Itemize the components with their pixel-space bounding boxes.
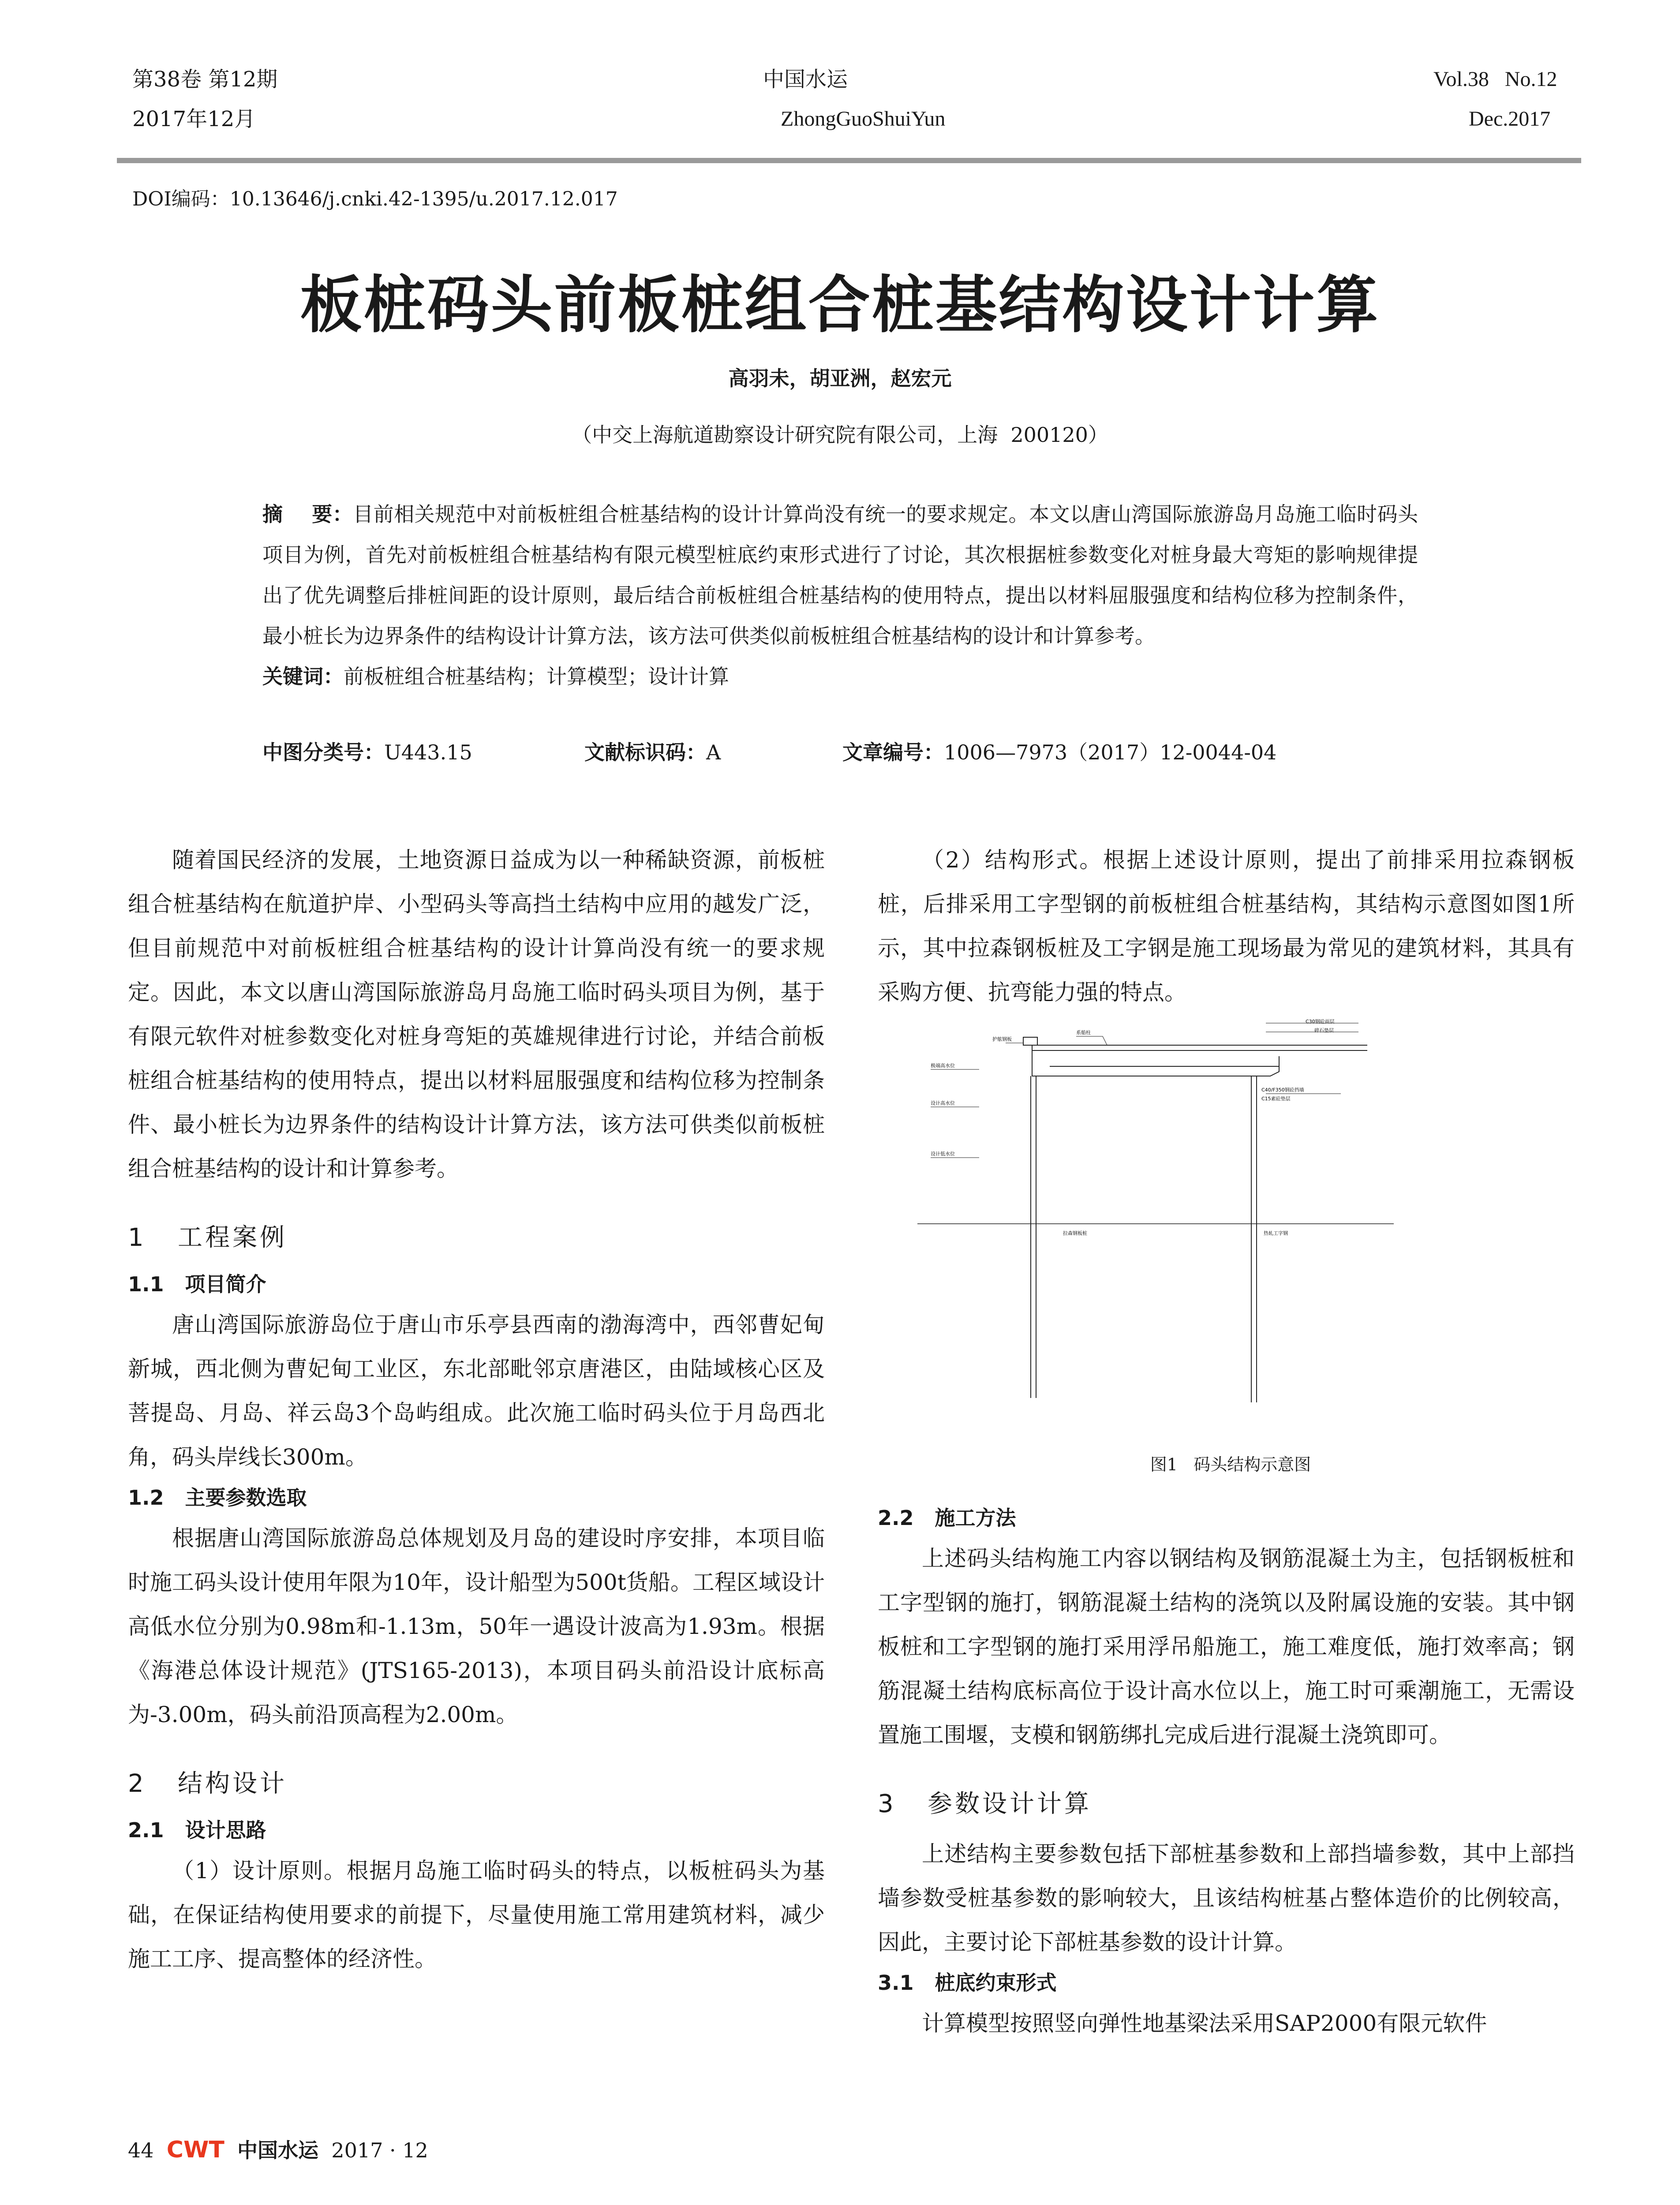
keywords-label: 关键词： [262,665,344,688]
right-column-top [878,838,1575,1014]
footer-magazine: 中国水运 [237,2138,319,2162]
section-2-2-heading: 2.2 施工方法 [878,1506,1016,1530]
abstract-text: 目前相关规范中对前板桩组合桩基结构的设计计算尚没有统一的要求规定。本文以唐山湾国际旅游岛月岛施工临时码头项目为例，首先对前板桩组合桩基结构有限元模型桩底约束形式进行了讨论，其次根据桩参数变化对桩身最大弯矩的影响规律提出了优先调整后排桩间距的设计原则，最后结合前板桩组合桩基结构的使用特点，提出以材料屈服强度和结构位移为控制条件，最小桩长为边界条件的结构设计计算方法，该方法可供类似前板桩组合桩基结构的设计和计算参考。 [262,502,1418,648]
section-1-heading: 1 工程案例 [128,1223,288,1252]
journal-date-en: Dec.2017 [1469,107,1551,131]
journal-volume: 第38卷 第12期 [132,67,278,92]
section-1-2-heading: 1.2 主要参数选取 [128,1486,307,1510]
label-design-high-water: 设计高水位 [931,1100,955,1106]
right-column-bottom [878,1499,1575,2045]
section-2-heading: 2 结构设计 [128,1769,288,1798]
keywords: 前板桩组合桩基结构；计算模型；设计计算 [344,665,729,688]
section-3-paragraph: 上述结构主要参数包括下部桩基参数和上部挡墙参数，其中上部挡墙参数受桩基参数的影响较大，且该结构桩基占整体造价的比例较高，因此，主要讨论下部桩基参数的设计计算。 [878,1841,1575,1955]
label-c15-cushion: C15素砼垫层 [1261,1096,1291,1102]
label-larssen-sheet-pile: 拉森钢板桩 [1063,1230,1087,1236]
section-3-1-paragraph: 计算模型按照竖向弹性地基梁法采用SAP2000有限元软件 [922,2011,1487,2036]
section-3-1-heading: 3.1 桩底约束形式 [878,1971,1057,1995]
label-design-low-water: 设计低水位 [931,1151,955,1157]
figure-1-wharf-structure [917,1014,1394,1402]
document-code: 文献标识码：A [584,740,721,764]
abstract-label: 摘 要： [262,502,353,526]
section-1-1-heading: 1.1 项目简介 [128,1272,266,1296]
section-2-1-heading: 2.1 设计思路 [128,1818,266,1842]
authors: 高羽未，胡亚洲，赵宏元 [728,366,952,390]
doi: DOI编码：10.13646/j.cnki.42-1395/u.2017.12.017 [132,188,618,210]
affiliation: （中交上海航道勘察设计研究院有限公司，上海 200120） [572,423,1108,447]
journal-volume-en: Vol.38 No.12 [1433,67,1557,91]
label-c40-retaining-wall: C40/F350钢砼挡墙 [1261,1087,1304,1093]
page-footer [128,2134,428,2164]
label-c30-topping: C30钢砼面层 [1306,1019,1335,1024]
label-gravel-bedding: 碎石垫层 [1314,1028,1334,1033]
intro-paragraph: 随着国民经济的发展，土地资源日益成为以一种稀缺资源，前板桩组合桩基结构在航道护岸、小型码头等高挡土结构中应用的越发广泛，但目前规范中对前板桩组合桩基结构的设计计算尚没有统一的要求规定。因此，本文以唐山湾国际旅游岛月岛施工临时码头项目为例，基于有限元软件对桩参数变化对桩身弯矩的英雄规律进行讨论，并结合前板桩组合桩基结构的使用特点，提出以材料屈服强度和结构位移为控制条件、最小桩长为边界条件的结构设计计算方法，该方法可供类似前板桩组合桩基结构的设计和计算参考。 [128,847,825,1181]
label-hot-rolled-h-steel: 热轧工字钢 [1264,1230,1288,1236]
journal-name-cn: 中国水运 [763,67,848,92]
section-1-2-paragraph: 根据唐山湾国际旅游岛总体规划及月岛的建设时序安排，本项目临时施工码头设计使用年限为10年，设计船型为500t货船。工程区域设计高低水位分别为0.98m和-1.13m，50年一遇设计波高为1.93m。根据《海港总体设计规范》(JTS165-2013)，本项目码头前沿设计底标高为-3.00m，码头前沿顶高程为2.00m。 [128,1525,825,1727]
article-number: 文章编号：1006—7973（2017）12-0044-04 [842,740,1277,764]
section-2-2-paragraph: 上述码头结构施工内容以钢结构及钢筋混凝土为主，包括钢板桩和工字型钢的施打，钢筋混凝土结构的浇筑以及附属设施的安装。其中钢板桩和工字型钢的施打采用浮吊船施工，施工难度低，施打效率高；钢筋混凝土结构底标高位于设计高水位以上，施工时可乘潮施工，无需设置施工围堰，支模和钢筋绑扎完成后进行混凝土浇筑即可。 [878,1546,1575,1748]
clc-number: 中图分类号：U443.15 [262,740,472,764]
footer-issue: 2017 · 12 [331,2138,428,2162]
section-2-1-paragraph: （1）设计原则。根据月岛施工临时码头的特点，以板桩码头为基础，在保证结构使用要求的前提下，尽量使用施工常用建筑材料，减少施工工序、提高整体的经济性。 [128,1858,825,1972]
paper-title: 板桩码头前板桩组合桩基结构设计计算 [300,269,1380,341]
page-number: 44 [128,2138,154,2162]
journal-name-pinyin: ZhongGuoShuiYun [781,107,946,131]
header-rule [117,158,1581,163]
journal-date-cn: 2017年12月 [132,107,256,131]
label-guard-plate: 护舷钢板 [992,1036,1012,1042]
section-1-1-paragraph: 唐山湾国际旅游岛位于唐山市乐亭县西南的渤海湾中，西邻曹妃甸新城，西北侧为曹妃甸工业区，东北部毗邻京唐港区，由陆域核心区及菩提岛、月岛、祥云岛3个岛屿组成。此次施工临时码头位于月岛西北角，码头岸线长300m。 [128,1312,825,1470]
label-bollard: 系船柱 [1076,1030,1091,1035]
label-extreme-high-water: 极端高水位 [931,1063,955,1069]
section-2-1-paragraph-2: （2）结构形式。根据上述设计原则，提出了前排采用拉森钢板桩，后排采用工字型钢的前板桩组合桩基结构，其结构示意图如图1所示，其中拉森钢板桩及工字钢是施工现场最为常见的建筑材料，其具有采购方便、抗弯能力强的特点。 [878,847,1575,1005]
section-3-heading: 3 参数设计计算 [878,1790,1092,1818]
cwt-logo: CWT [166,2137,224,2163]
abstract [262,494,1418,697]
figure-1-caption: 图1 码头结构示意图 [1150,1455,1311,1474]
left-column [128,838,825,1981]
